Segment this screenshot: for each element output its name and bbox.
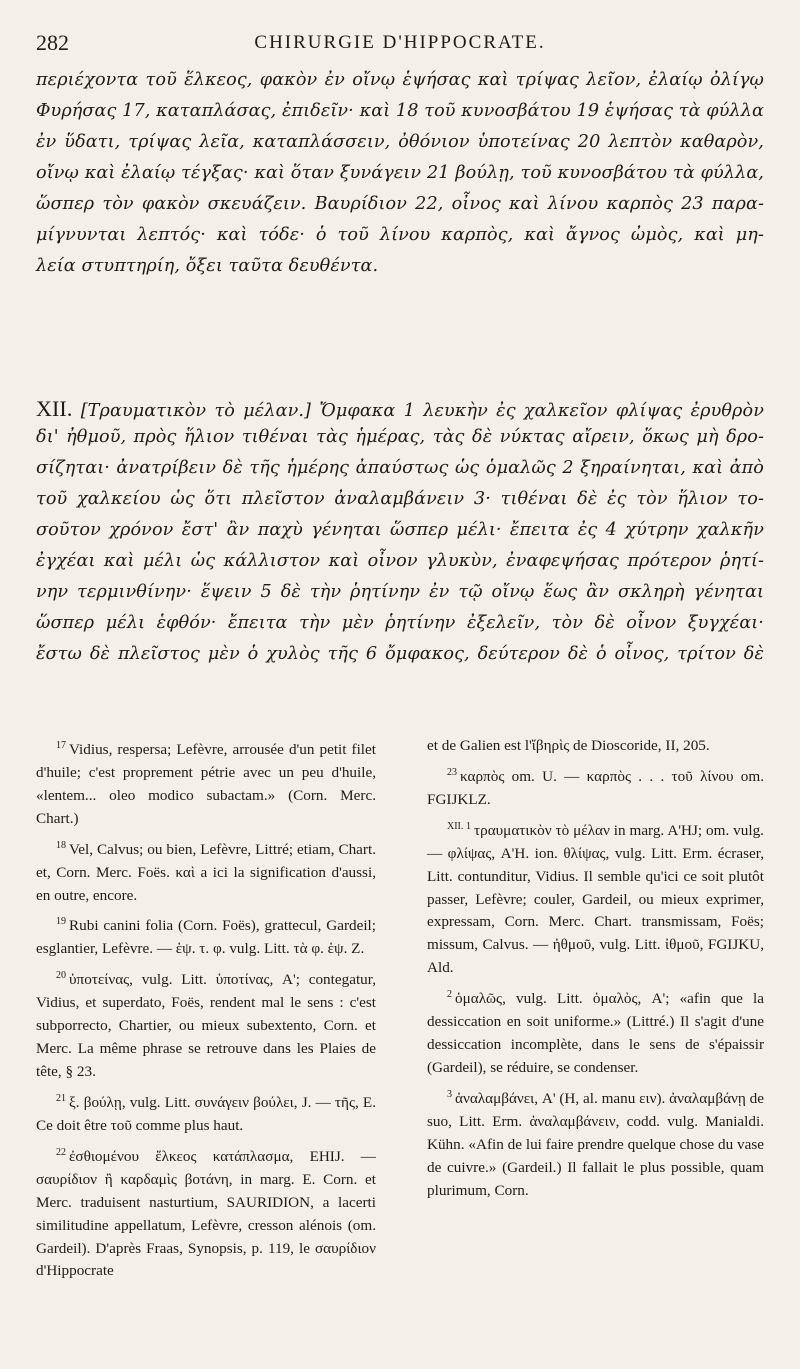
footnote-text: ξ. βούλῃ, vulg. Litt. συνάγειν βούλει, J. — τῆς, E. Ce doit être τοῦ comme plus haut. — [36, 1094, 376, 1134]
greek-line: περιέχοντα τοῦ ἕλκεος, φακὸν ἐν οἴνῳ ἑψήσας καὶ τρίψας λεῖον, ἐλαίῳ ὀλίγῳ — [36, 70, 764, 90]
footnotes-left-column — [36, 735, 376, 1287]
greek-line: τοῦ χαλκείου ὡς ὅτι πλεῖστον ἀναλαμβάνειν 3· τιθέναι δὲ ἐς τὸν ἥλιον το- — [36, 489, 764, 509]
greek-line: νην τερμινθίνην· ἕψειν 5 δὲ τὴν ῥητίνην ἐν τῷ οἴνῳ ἕως ἂν σκληρὴ γένηται — [36, 582, 764, 602]
footnote-text: ὑποτείνας, vulg. Litt. ὑποτίνας, A'; contegatur, Vidius, et superdato, Foës, rendent mal le sens : c'est subporrecto, Chartier, ou mieux subextento, Corn. et Merc. La même phrase se retrouve dans les Plaies de tête, § 23. — [36, 971, 376, 1081]
footnotes-right-column — [427, 735, 764, 1206]
section-first-line — [36, 396, 764, 426]
footnote-number: 21 — [56, 1092, 66, 1104]
footnote — [36, 1142, 376, 1284]
greek-line: μίγνυνται λεπτός· καὶ τόδε· ὁ τοῦ λίνου καρπὸς, καὶ ἄγνος ὠμὸς, καὶ μη- — [36, 225, 764, 245]
footnote — [36, 965, 376, 1084]
greek-line: Φυρήσας 17, καταπλάσας, ἐπιδεῖν· καὶ 18 τοῦ κυνοσβάτου 19 ἑψήσας τὰ φύλλα — [36, 101, 764, 121]
footnote-continuation — [427, 735, 764, 758]
greek-line: οἴνῳ καὶ ἐλαίῳ τέγξας· καὶ ὅταν ξυνάγειν 21 βούλῃ, τοῦ κυνοσβάτου τὰ φύλλα, — [36, 163, 764, 183]
running-title: CHIRURGIE D'HIPPOCRATE. — [254, 32, 546, 53]
greek-line: ἔστω δὲ πλεῖστος μὲν ὁ χυλὸς τῆς 6 ὄμφακος, δεύτερον δὲ ὁ οἶνος, τρίτον δὲ — [36, 644, 764, 664]
footnote-text: Rubi canini folia (Corn. Foës), grattecul, Gardeil; esglantier, Lefèvre. — ἑψ. τ. φ. vulg. Litt. τὰ φ. ἑψ. Z. — [36, 917, 376, 958]
footnote-number: 23 — [447, 766, 457, 778]
greek-line: σοῦτον χρόνον ἔστ' ἂν παχὺ γένηται ὥσπερ μέλι· ἔπειτα ἐς 4 χύτρην χαλκῆν — [36, 520, 764, 540]
footnote-text: ὁμαλῶς, vulg. Litt. ὁμαλὸς, A'; «afin que la dessiccation en soit uniforme.» (Littré.) Il s'agit d'une dessiccation incomplète, dans le sens de s'épaissir (Gardeil), se réduire, se condenser. — [427, 990, 764, 1076]
greek-line: ἐγχέαι καὶ μέλι ὡς κάλλιστον καὶ οἶνον γλυκὺν, ἐναφεψήσας πρότερον ῥητί- — [36, 551, 764, 571]
footnote — [427, 762, 764, 812]
footnote-number: 19 — [56, 916, 66, 928]
footnote — [36, 735, 376, 831]
footnote — [36, 1088, 376, 1138]
footnote-text: τραυματικὸν τὸ μέλαν in marg. A'HJ; om. vulg. — φλίψας, A'H. ion. θλίψας, vulg. Litt. Erm. écraser, Litt. contunditur, Vidius. Il semble qu'ici ce soit plutôt passer, Lefèvre; couler, Gardeil, ou mieux exprimer, expressam, Corn. Merc. Chart. transmissam, Foës; missum, Calvus. — ἠθμοῦ, vulg. Litt. ἰθμοῦ, FGIJKU, Ald. — [427, 821, 764, 977]
footnote-text: Vidius, respersa; Lefèvre, arrousée d'un petit filet d'huile; c'est proprement pétrie avec un peu d'huile, «lentem... oleo modico subactam.» (Corn. Merc. Chart.) — [36, 741, 376, 827]
greek-line: ὥσπερ μέλι ἑφθόν· ἔπειτα τὴν μὲν ῥητίνην ἐξελεῖν, τὸν δὲ οἶνον ξυγχέαι· — [36, 613, 764, 633]
footnote-number: 17 — [56, 740, 66, 751]
footnote-text: et de Galien est l'ἴβηρὶς de Dioscoride, II, 205. — [427, 737, 710, 754]
footnote-number: XII. 1 — [447, 820, 472, 832]
greek-line: [Τραυματικὸν τὸ μέλαν.] Ὄμφακα 1 λευκὴν ἐς χαλκεῖον φλίψας ἐρυθρὸν — [80, 401, 764, 421]
footnote — [36, 911, 376, 961]
greek-line: ὥσπερ τὸν φακὸν σκευάζειν. Βαυρίδιον 22, οἶνος καὶ λίνου καρπὸς 23 παρα- — [36, 194, 764, 214]
footnote-number: 20 — [56, 970, 66, 982]
page-number: 282 — [36, 30, 69, 55]
footnote — [427, 1084, 764, 1203]
footnote-number: 22 — [56, 1146, 66, 1158]
footnote — [36, 835, 376, 908]
footnote-text: ἀναλαμβάνει, A' (H, al. manu ειν). ἀναλαμβάνῃ de suo, Litt. Erm. ἀναλαμβάνειν, codd. vulg. Manialdi. Kühn. «Afin de lui faire prendre quelque chose du vase de cuivre.» (Gardeil.) Il fallait le plus possible, quam plurimum, Corn. — [427, 1089, 764, 1199]
greek-line: σίζηται· ἀνατρίβειν δὲ τῆς ἡμέρης ἀπαύστως ὡς ὁμαλῶς 2 ξηραίνηται, καὶ ἀπὸ — [36, 458, 764, 478]
footnotes — [36, 735, 764, 1341]
footnote-text: ἐσθιομένου ἕλκεος κατάπλασμα, EHIJ. — σαυρίδιον ἢ καρδαμὶς βοτάνη, in marg. E. Corn. et Merc. traduisent nasturtium, SAURIDION, a lacerti similitudine appellatum, Lefèvre, cresson alénois (om. Gardeil). D'après Fraas, Synopsis, p. 119, le σαυρίδιον d'Hippocrate — [36, 1147, 376, 1280]
footnote-text: Vel, Calvus; ou bien, Lefèvre, Littré; etiam, Chart. et, Corn. Merc. Foës. καὶ a ici la signification d'aussi, en outre, encore. — [36, 840, 376, 904]
page-header — [36, 30, 764, 60]
section-number: XII. — [36, 396, 73, 421]
greek-line: λεία στυπτηρίη, ὄξει ταῦτα δευθέντα. — [36, 256, 379, 276]
footnote — [427, 816, 764, 980]
footnote-text: καρπὸς om. U. — καρπὸς . . . τοῦ λίνου om. FGIJKLZ. — [427, 767, 764, 808]
greek-line: ἐν ὕδατι, τρίψας λεῖα, καταπλάσσειν, ὀθόνιον ὑποτείνας 20 λεπτὸν καθαρὸν, — [36, 132, 764, 152]
footnote-number: 3 — [447, 1088, 452, 1100]
footnote — [427, 984, 764, 1080]
footnote-number: 2 — [447, 989, 452, 1001]
greek-line: δι' ἠθμοῦ, πρὸς ἥλιον τιθέναι τὰς ἡμέρας, τὰς δὲ νύκτας αἴρειν, ὅκως μὴ δρο- — [36, 427, 764, 447]
footnote-number: 18 — [56, 839, 66, 851]
